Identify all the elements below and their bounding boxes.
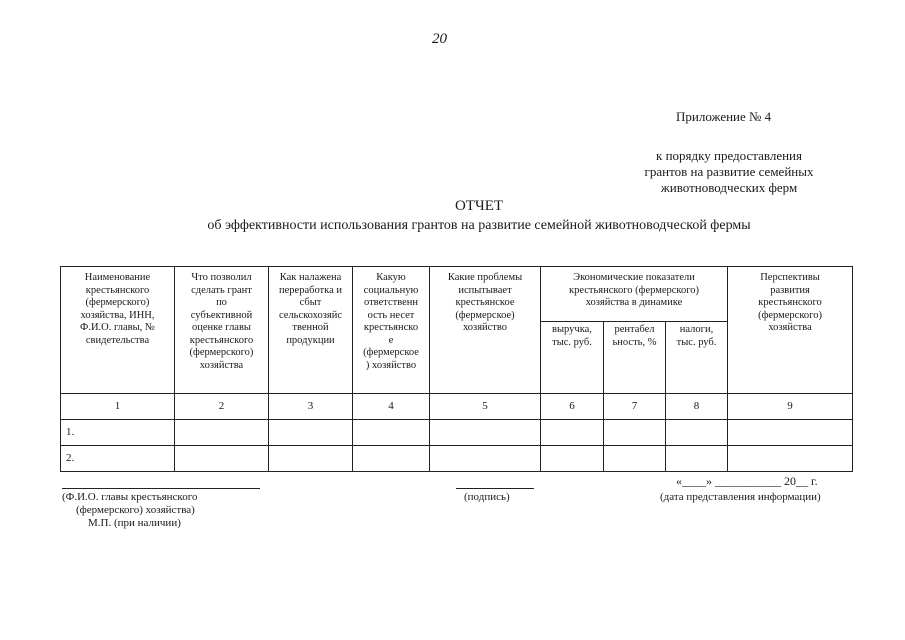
report-subtitle: об эффективности использования грантов на развитие семейной животноводческой фермы: [207, 218, 751, 233]
column-number: 4: [353, 394, 430, 420]
header-line: Как налажена: [279, 272, 342, 283]
table-cell[interactable]: [604, 420, 666, 446]
table-cell[interactable]: [728, 420, 853, 446]
table-cell[interactable]: [175, 420, 269, 446]
header-line: Ф.И.О. главы, №: [80, 322, 155, 333]
table-row: [61, 420, 853, 446]
column-number: 6: [541, 394, 604, 420]
header-line: хозяйства: [768, 322, 812, 333]
table-cell[interactable]: [541, 420, 604, 446]
header-line: тыс. руб.: [552, 336, 592, 348]
header-line: налоги,: [679, 324, 714, 335]
signature-label: (подпись): [464, 491, 510, 503]
header-grant-result: [175, 267, 269, 394]
header-line: субъективной: [190, 309, 253, 321]
header-line: сбыт: [299, 297, 322, 308]
row-label: 2.: [61, 446, 175, 472]
table-cell[interactable]: [728, 446, 853, 472]
report-table: [60, 266, 853, 472]
header-line: хозяйства в динамике: [585, 297, 683, 308]
header-revenue: [541, 322, 604, 394]
header-farm-name: [61, 267, 175, 394]
header-prospects: [728, 267, 853, 394]
header-line: оценке главы: [192, 322, 251, 333]
appendix-title: Приложение № 4: [676, 109, 772, 124]
header-line: выручка,: [552, 324, 592, 335]
date-field: «____» ___________ 20__ г.: [676, 474, 818, 488]
table-cell[interactable]: [269, 446, 353, 472]
header-line: по: [216, 297, 227, 308]
header-line: крестьянского: [189, 334, 254, 346]
head-name-line: [62, 488, 260, 489]
header-line: сделать грант: [191, 284, 252, 296]
head-name-label-line: (Ф.И.О. главы крестьянского: [62, 491, 198, 503]
header-line: крестьянское: [455, 297, 515, 308]
head-name-label: [62, 491, 272, 530]
header-line: (фермерское: [363, 347, 419, 358]
header-line: испытывает: [458, 284, 512, 296]
report-title: ОТЧЕТ: [454, 198, 504, 214]
header-line: (фермерское): [455, 309, 515, 321]
table-cell[interactable]: [353, 446, 430, 472]
header-problems: [430, 267, 541, 394]
to-order-line: животноводческих ферм: [660, 180, 798, 195]
header-line: крестьянско: [363, 322, 419, 333]
header-line: Наименование: [84, 272, 151, 283]
table-cell[interactable]: [430, 420, 541, 446]
column-number: 1: [61, 394, 175, 420]
appendix-to-order: [618, 148, 840, 196]
table-cell[interactable]: [541, 446, 604, 472]
table-cell[interactable]: [604, 446, 666, 472]
header-line: твенной: [292, 322, 329, 333]
signature-line: [456, 488, 534, 489]
header-line: ость несет: [367, 309, 415, 321]
table-cell[interactable]: [666, 420, 728, 446]
header-line: переработка и: [279, 284, 342, 296]
header-line: сельскохозяйс: [278, 309, 343, 321]
column-number: 8: [666, 394, 728, 420]
header-line: ответственн: [363, 297, 419, 308]
header-line: (фермерского): [758, 309, 822, 321]
header-line: крестьянского: [85, 284, 150, 296]
row-label: 1.: [61, 420, 175, 446]
column-number: 5: [430, 394, 541, 420]
header-profitability: [604, 322, 666, 394]
table-row: [61, 446, 853, 472]
header-economic-indicators: [541, 267, 728, 322]
table-cell[interactable]: [666, 446, 728, 472]
header-line: Перспективы: [760, 272, 820, 283]
header-line: е: [388, 334, 394, 346]
header-line: ьность, %: [612, 336, 657, 348]
date-label: (дата представления информации): [660, 491, 821, 503]
header-line: свидетельства: [85, 334, 150, 346]
header-line: (фермерского): [85, 297, 150, 308]
table-cell[interactable]: [430, 446, 541, 472]
header-line: хозяйство: [462, 322, 508, 333]
header-line: развития: [770, 284, 810, 296]
header-line: Экономические показатели: [573, 272, 695, 283]
header-line: крестьянского (фермерского): [568, 284, 700, 296]
header-line: хозяйства: [199, 359, 244, 371]
column-number: 7: [604, 394, 666, 420]
header-line: ) хозяйство: [365, 359, 417, 371]
head-name-label-line: (фермерского) хозяйства): [76, 504, 195, 516]
header-line: тыс. руб.: [676, 336, 717, 348]
column-number: 2: [175, 394, 269, 420]
header-line: Что позволил: [191, 272, 252, 283]
table-cell[interactable]: [269, 420, 353, 446]
column-number: 3: [269, 394, 353, 420]
stamp-label: М.П. (при наличии): [88, 517, 181, 529]
header-taxes: [666, 322, 728, 394]
header-line: рентабел: [614, 324, 655, 335]
table-cell[interactable]: [175, 446, 269, 472]
header-line: (фермерского): [189, 347, 254, 358]
header-social-responsibility: [353, 267, 430, 394]
header-line: Какие проблемы: [447, 272, 523, 283]
table-cell[interactable]: [353, 420, 430, 446]
header-line: крестьянского: [758, 297, 822, 308]
header-line: продукции: [286, 334, 335, 346]
to-order-line: грантов на развитие семейных: [644, 164, 814, 179]
header-line: хозяйства, ИНН,: [80, 309, 155, 321]
to-order-line: к порядку предоставления: [656, 148, 802, 163]
page-number: 20: [432, 31, 447, 47]
header-line: социальную: [363, 284, 419, 296]
header-line: Какую: [376, 272, 406, 283]
column-number: 9: [728, 394, 853, 420]
header-processing: [269, 267, 353, 394]
